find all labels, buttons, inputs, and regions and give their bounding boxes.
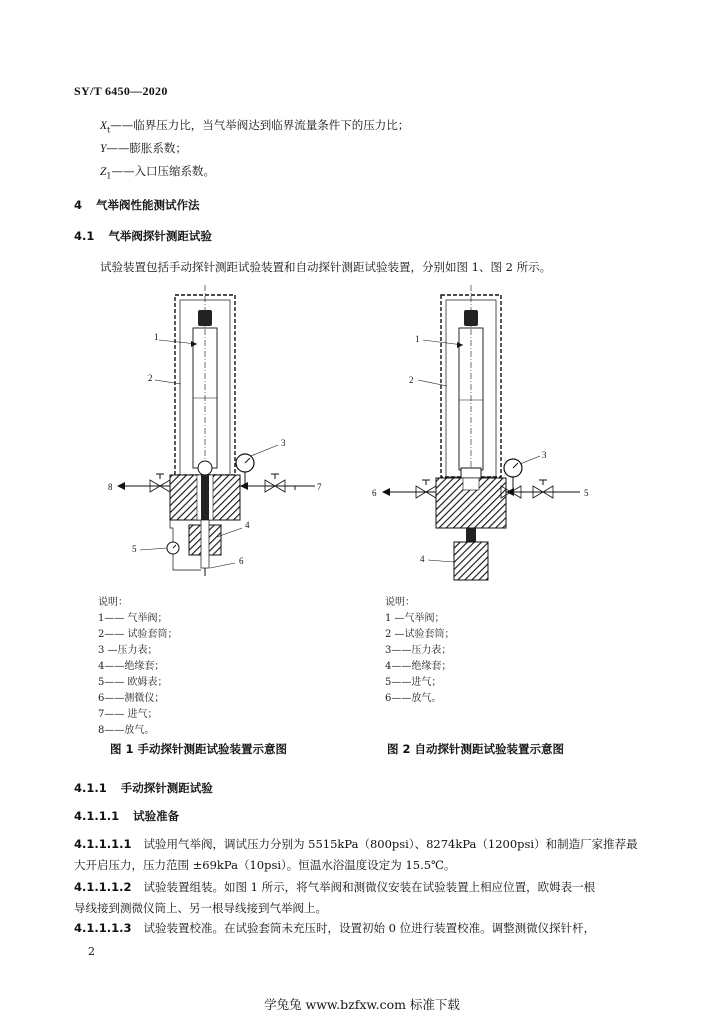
fig2-legend-title: 说明： — [385, 597, 415, 608]
fig1-legend-item: 2—— 试验套筒； — [98, 629, 178, 640]
paragraph-4-1-1-1-3: 4.1.1.1.3 试验装置校准。在试验套筒未充压时，设置初始 0 位进行装置校准。调整测微仪探针杆， — [74, 921, 596, 935]
fig2-legend-item: 4——绝缘套； — [385, 661, 452, 672]
fig1-legend-item: 8——放气。 — [98, 725, 155, 736]
fig1-legend-item: 4——绝缘套； — [98, 661, 165, 672]
footer-watermark[interactable]: 学兔兔 www.bzfxw.com 标准下载 — [264, 997, 460, 1012]
fig2-legend-item: 6——放气。 — [385, 693, 442, 704]
fig2-legend-item: 2 —试验套筒； — [385, 629, 455, 640]
fig1-legend-item: 7—— 进气； — [98, 709, 158, 720]
fig2-caption: 图 2 自动探针测距试验装置示意图 — [387, 742, 565, 756]
paragraph-line: 大开启压力，压力范围 ±69kPa（10psi）。恒温水浴温度设定为 15.5℃。 — [74, 858, 456, 872]
figure-2-diagram — [368, 280, 600, 585]
paragraph-4-1-1-1-2: 4.1.1.1.2 试验装置组装。如图 1 所示，将气举阀和测微仪安装在试验装置上相应位置，欧姆表一根 — [74, 880, 596, 894]
fig2-legend-item: 5——进气； — [385, 677, 442, 688]
section-4-heading: 4 气举阀性能测试作法 — [74, 198, 200, 212]
fig2-label-5: 5 — [584, 488, 589, 498]
fig1-legend-item: 3 —压力表； — [98, 645, 158, 656]
fig1-label-2: 2 — [148, 373, 153, 383]
fig2-label-2: 2 — [409, 375, 414, 385]
fig1-legend-item: 5—— 欧姆表； — [98, 677, 168, 688]
paragraph-line: 导线接到测微仪筒上、另一根导线接到气举阀上。 — [74, 901, 327, 915]
fig2-label-1: 1 — [415, 334, 420, 344]
fig1-label-6: 6 — [239, 556, 244, 566]
fig2-label-6: 6 — [372, 488, 377, 498]
fig1-label-4: 4 — [245, 520, 250, 530]
fig2-legend-item: 1 —气举阀； — [385, 613, 445, 624]
section-4-1-1-heading: 4.1.1 手动探针测距试验 — [74, 781, 213, 795]
symbol-y: Y——膨胀系数； — [100, 141, 187, 155]
fig1-label-3: 3 — [281, 438, 286, 448]
fig2-label-4: 4 — [420, 554, 425, 564]
fig1-label-1: 1 — [154, 332, 159, 342]
fig1-legend-item: 6——测微仪； — [98, 693, 165, 704]
page-number: 2 — [88, 945, 95, 958]
section-4-1-heading: 4.1 气举阀探针测距试验 — [74, 229, 212, 243]
fig2-legend-item: 3——压力表； — [385, 645, 452, 656]
symbol-xt: $X_t——$临界压力比，当气举阀达到临界流量条件下的压力比； — [100, 118, 410, 135]
fig1-label-5: 5 — [132, 544, 137, 554]
fig2-label-3: 3 — [542, 450, 547, 460]
fig1-label-8: 8 — [108, 482, 113, 492]
figure-1-diagram — [105, 280, 345, 585]
fig1-legend-title: 说明： — [98, 597, 128, 608]
paragraph-4-1-1-1-1: 4.1.1.1.1 试验用气举阀，调试压力分别为 5515kPa（800psi）、8274kPa（1200psi）和制造厂家推荐最 — [74, 837, 638, 851]
fig1-legend-item: 1—— 气举阀； — [98, 613, 168, 624]
symbol-z1: $Z_1——$入口压缩系数。 — [100, 164, 215, 181]
fig1-label-7: 7 — [317, 482, 322, 492]
standard-number: SY/T 6450—2020 — [74, 84, 168, 98]
fig1-caption: 图 1 手动探针测距试验装置示意图 — [110, 742, 288, 756]
section-4-1-1-1-heading: 4.1.1.1 试验准备 — [74, 809, 180, 823]
intro-paragraph: 试验装置包括手动探针测距试验装置和自动探针测距试验装置，分别如图 1、图 2 所示。 — [100, 260, 552, 274]
